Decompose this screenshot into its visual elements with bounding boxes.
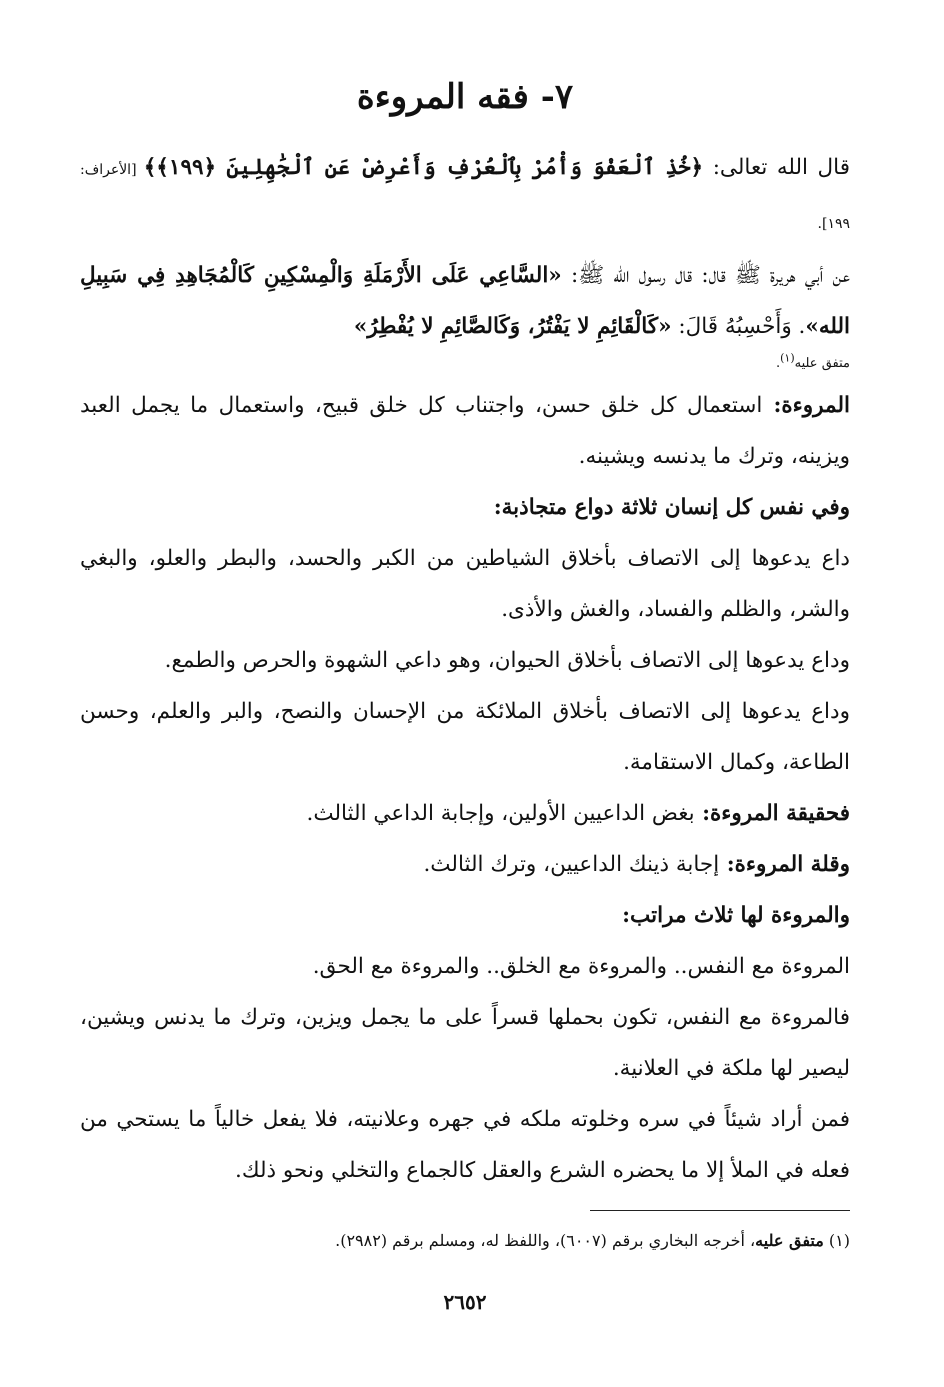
footnote-divider [590,1210,850,1211]
reality-text: بغض الداعيين الأولين، وإجابة الداعي الثالث. [306,801,695,826]
levels-heading: والمروءة لها ثلاث مراتب: [622,903,850,928]
self-paragraph: فالمروءة مع النفس، تكون بحملها قسراً على ما يجمل ويزين، وترك ما يدنس ويشين، ليصير لها ملكة في العلانية. [80,1005,850,1081]
three-callers-heading: وفي نفس كل إنسان ثلاثة دواع متجاذبة: [493,495,850,520]
chapter-title: ٧- فقه المروءة [356,77,574,117]
footnote-label: متفق عليه [755,1231,824,1250]
verse-text: ﴿خُذِ ٱلْعَفْوَ وَأْمُرْ بِٱلْعُرْفِ وَأَعْرِضْ عَنِ ٱلْجَٰهِلِينَ ﴿١٩٩﴾﴾ [143,155,704,180]
hadith-source-end: . [775,356,781,371]
caller-paragraph-2: وداع يدعوها إلى الاتصاف بأخلاق الحيوان، وهو داعي الشهوة والحرص والطمع. [164,648,850,673]
hadith-paragraph [80,250,850,352]
levels-line: المروءة مع النفس.. والمروءة مع الخلق.. والمروءة مع الحق. [312,954,850,979]
reality-label: فحقيقة المروءة: [694,801,850,826]
hadith-text-1: «السَّاعِي عَلَى الأَرْمَلَةِ وَالْمِسْكِينِ كَالْمُجَاهِدِ فِي سَبِيلِ الله» [80,263,850,339]
caller-paragraph-1: داع يدعوها إلى الاتصاف بأخلاق الشياطين من الكبر والحسد، والبطر والعلو، والبغي والشر، والظلم والفساد، والغش والأذى. [80,546,850,622]
reality-paragraph [80,788,850,839]
hadith-source [80,352,850,376]
hadith-text-2: «كَالْقَائِمِ لا يَفْتُرُ، وَكَالصَّائِمِ لا يُفْطِرُ» [353,314,672,339]
definition-paragraph [80,380,850,482]
verse-reference: [الأعراف: ١٩٩]. [80,162,850,232]
definition-text: استعمال كل خلق حسن، واجتناب كل خلق قبيح، واستعمال ما يجمل العبد ويزينه، وترك ما يدنسه ويشينه. [80,393,850,469]
hadith-mid: . وَأَحْسِبُهُ قَالَ: [671,314,806,339]
footnote [80,1226,850,1256]
footnote-marker: (١) [780,351,795,365]
verse-intro: قال الله تعالى: [703,155,850,180]
definition-label: المروءة: [762,393,850,418]
hadith-intro: عن أبي هريرة ﷺ قال: قال رسول الله ﷺ: [561,263,851,288]
caller-paragraph-3: وداع يدعوها إلى الاتصاف بأخلاق الملائكة من الإحسان والنصح، والبر والعلم، وحسن الطاعة، وكمال الاستقامة. [80,699,850,775]
footnote-text: ، أخرجه البخاري برقم (٦٠٠٧)، واللفظ له، ومسلم برقم (٢٩٨٢). [335,1231,756,1250]
lack-paragraph [80,839,850,890]
verse-paragraph [80,142,850,250]
page-number: ٢٦٥٢ [443,1290,487,1314]
final-paragraph: فمن أراد شيئاً في سره وخلوته ملكه في جهره وعلانيته، فلا يفعل خالياً ما يستحي من فعله في الملأ إلا ما يحضره الشرع والعقل كالجماع والتخلي ونحو ذلك. [80,1107,850,1183]
lack-label: وقلة المروءة: [719,852,850,877]
page-body [80,142,850,1196]
lack-text: إجابة ذينك الداعيين، وترك الثالث. [423,852,720,877]
footnote-number: (١) [823,1231,850,1250]
book-page [80,0,850,1387]
hadith-source-label: متفق عليه [794,356,850,371]
